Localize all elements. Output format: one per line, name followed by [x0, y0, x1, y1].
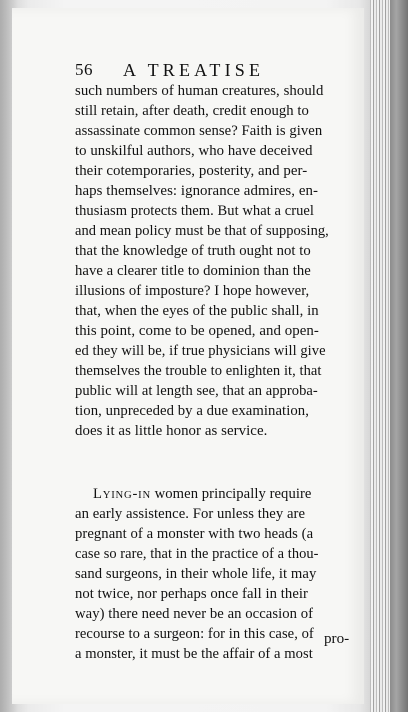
body-text-line: public will at length see, that an approba- — [75, 383, 318, 399]
body-text-line: a monster, it must be the affair of a most — [75, 646, 313, 662]
paragraph-opening-line — [93, 484, 311, 504]
body-text-line: and mean policy must be that of supposing, — [75, 223, 329, 239]
body-text-line: that, when the eyes of the public shall, in — [75, 303, 319, 319]
body-text-line: this point, come to be opened, and open- — [75, 323, 319, 339]
body-text-line: assassinate common sense? Faith is given — [75, 123, 323, 139]
body-text-line: illusions of imposture? I hope however, — [75, 283, 310, 299]
body-text-line: not twice, nor perhaps once fall in their — [75, 586, 308, 602]
body-text-line: recourse to a surgeon: for in this case, of — [75, 626, 314, 642]
body-text-line: way) there need never be an occasion of — [75, 606, 314, 622]
running-head: A TREATISE — [123, 60, 265, 80]
body-text-line: themselves the trouble to enlighten it, that — [75, 363, 322, 379]
body-text-line: sand surgeons, in their whole life, it may — [75, 566, 317, 582]
book-binding-edge — [390, 0, 408, 712]
page-number: 56 — [75, 60, 93, 79]
body-text-line: such numbers of human creatures, should — [75, 83, 324, 99]
body-text-line: haps themselves: ignorance admires, en- — [75, 183, 319, 199]
opening-line-text: women principally require — [150, 486, 312, 502]
catchword: pro- — [324, 631, 350, 647]
body-text-line: pregnant of a monster with two heads (a — [75, 526, 314, 542]
opening-small-caps: Lying-in — [93, 486, 151, 502]
body-text-line: to unskilful authors, who have deceived — [75, 143, 313, 159]
body-text-line: their cotemporaries, posterity, and per- — [75, 163, 308, 179]
body-text-line: ed they will be, if true physicians will give — [75, 343, 326, 359]
body-text-line: does it as little honor as service. — [75, 423, 268, 439]
body-text-line: tion, unpreceded by a due examination, — [75, 403, 309, 419]
body-text-line: an early assistence. For unless they are — [75, 506, 306, 522]
body-text-line: have a clearer title to dominion than the — [75, 263, 311, 279]
body-text-line: that the knowledge of truth ought not to — [75, 243, 311, 259]
body-text-line: case so rare, that in the practice of a thou- — [75, 546, 319, 562]
body-text-line: thusiasm protects them. But what a cruel — [75, 203, 315, 219]
body-text-line: still retain, after death, credit enough to — [75, 103, 309, 119]
